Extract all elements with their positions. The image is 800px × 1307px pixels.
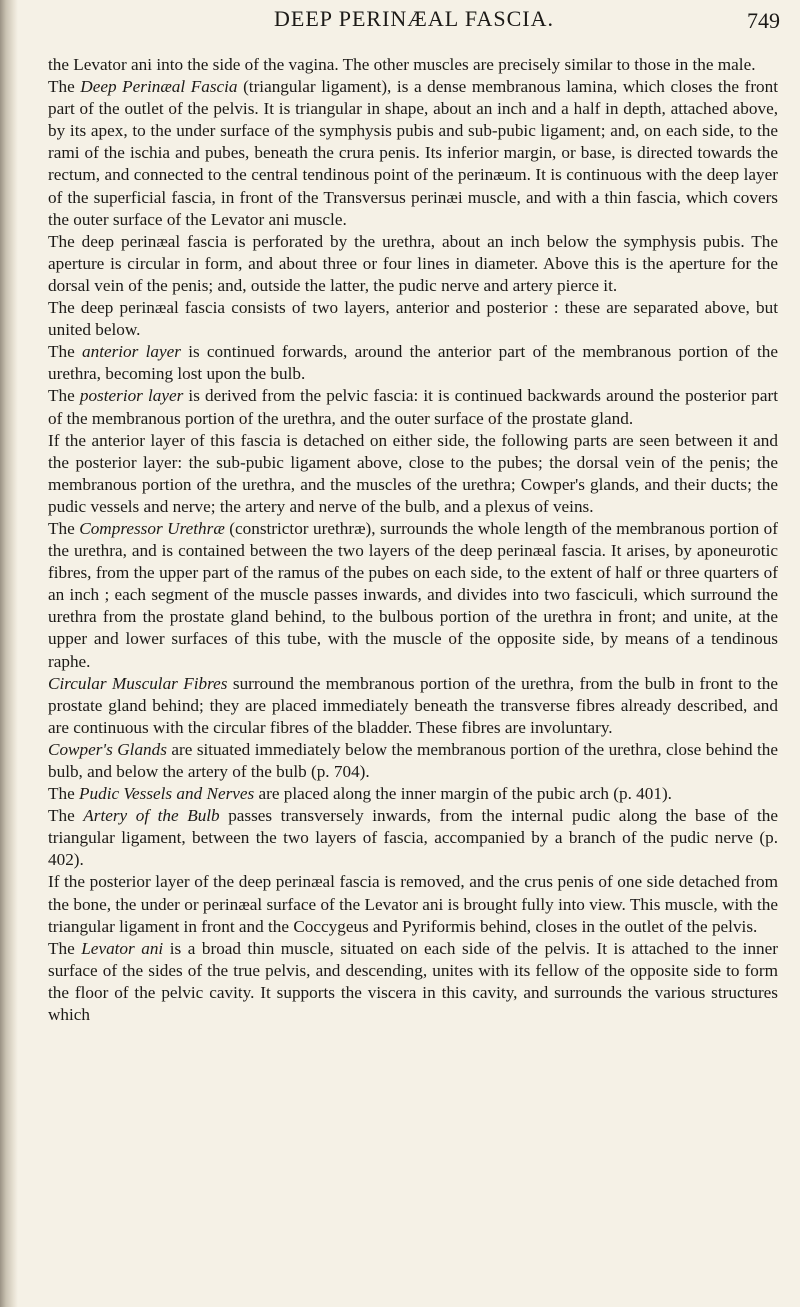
paragraph: [48, 783, 778, 805]
text-run: The: [48, 806, 84, 826]
italic-term: Pudic Vessels and Nerves: [79, 784, 255, 804]
italic-term: anterior layer: [82, 342, 181, 362]
paragraph: [48, 871, 778, 937]
text-run: The deep perinæal fascia is perforated by the urethra, about an inch below the symphysis pubis. The aperture is circular in form, and about three or four lines in diameter. Above this is the aperture for the dorsal vein of the penis; and, outside the latter, the pudic nerve and artery pierce it.: [48, 231, 778, 295]
page-title: DEEP PERINÆAL FASCIA.: [274, 6, 554, 31]
paragraph: [48, 76, 778, 231]
text-run: The: [48, 342, 82, 362]
text-run: If the posterior layer of the deep perinæal fascia is removed, and the crus penis of one side detached from the bone, the under or perinæal surface of the Levator ani is brought fully into view. This muscle, with the triangular ligament in front and the Coccygeus and Pyriformis behind, closes in the outlet of the pelvis.: [48, 872, 778, 936]
paragraph: [48, 231, 778, 297]
running-header: [48, 0, 780, 58]
paragraph: [48, 938, 778, 1026]
text-run: The: [48, 784, 80, 804]
text-run: surround the membranous portion of the urethra, from the bulb in front to the prostate gland behind; they are placed immediately beneath the transverse fibres already described, and are continuous with the circular fibres of the bladder. These fibres are involuntary.: [48, 673, 778, 737]
text-run: The: [48, 518, 80, 538]
text-run: If the anterior layer of this fascia is detached on either side, the following parts are seen between it and the posterior layer: the sub-pubic ligament above, close to the pubes; the dorsal vein of the penis; the membranous portion of the urethra, and the muscles of the urethra; Cowper's glands, and their ducts; the pudic vessels and nerve; the artery and nerve of the bulb, and a plexus of veins.: [48, 430, 778, 516]
text-run: passes transversely inwards, from the internal pudic along the base of the triangular ligament, between the two layers of fascia, accompanied by a branch of the pudic nerve (p. 402).: [48, 806, 778, 870]
page-number: 749: [747, 8, 780, 33]
text-run: (triangular ligament), is a dense membranous lamina, which closes the front part of the outlet of the pelvis. It is triangular in shape, about an inch and a half in depth, attached above, by its apex, to the under surface of the symphysis pubis and sub-pubic ligament; and, on each side, to the rami of the ischia and pubes, beneath the crura penis. Its inferior margin, or base, is directed towards the rectum, and connected to the central tendinous point of the perinæum. It is continuous with the deep layer of the superficial fascia, in front of the Transversus perinæi muscle, and with a thin fascia, which covers the outer surface of the Levator ani muscle.: [48, 77, 778, 229]
paragraph: [48, 805, 778, 871]
paragraph: [48, 430, 778, 518]
paragraph: [48, 673, 778, 739]
text-run: The deep perinæal fascia consists of two layers, anterior and posterior : these are separated above, but united below.: [48, 298, 778, 340]
italic-term: Deep Perinæal Fascia: [80, 77, 238, 97]
text-run: the Levator ani into the side of the vagina. The other muscles are precisely similar to those in the male.: [48, 55, 756, 74]
italic-term: Circular Muscular Fibres: [48, 673, 228, 693]
italic-term: Cowper's Glands: [48, 739, 167, 759]
text-run: (constrictor urethræ), surrounds the whole length of the membranous portion of the urethra, and is contained between the two layers of the deep perinæal fascia. It arises, by aponeurotic fibres, from the upper part of the ramus of the pubes on each side, to the extent of half or three quarters of an inch ; each segment of the muscle passes inwards, and divides into two fasciculi, which surround the urethra from the prostate gland behind, to the bulbous portion of the urethra in front; and unite, at the upper and lower surfaces of this tube, with the muscle of the opposite side, by means of a tendinous raphe.: [48, 518, 778, 671]
text-run: is derived from the pelvic fascia: it is continued backwards around the posterior part of the membranous portion of the urethra, and the outer surface of the prostate gland.: [48, 386, 779, 428]
text-run: The: [48, 386, 80, 406]
paragraph: [48, 297, 778, 341]
italic-term: posterior layer: [79, 386, 184, 406]
text-run: is continued forwards, around the anterior part of the membranous portion of the urethra, becoming lost upon the bulb.: [48, 342, 778, 384]
paragraph: [48, 54, 778, 76]
text-run: are placed along the inner margin of the pubic arch (p. 401).: [254, 784, 672, 804]
book-page: [48, 0, 780, 1307]
paragraph: [48, 341, 778, 385]
text-run: are situated immediately below the membranous portion of the urethra, close behind the bulb, and below the artery of the bulb (p. 704).: [48, 739, 778, 781]
body-text: [48, 54, 778, 1026]
paragraph: [48, 739, 778, 783]
text-run: The: [48, 938, 82, 958]
text-run: The: [48, 77, 81, 97]
text-run: is a broad thin muscle, situated on each side of the pelvis. It is attached to the inner surface of the sides of the true pelvis, and descending, unites with its fellow of the opposite side to form the floor of the pelvic cavity. It supports the viscera in this cavity, and surrounds the various structures which: [48, 938, 778, 1025]
italic-term: Compressor Urethræ: [79, 518, 225, 538]
italic-term: Artery of the Bulb: [83, 806, 220, 826]
page-binding-edge: [0, 0, 18, 1307]
paragraph: [48, 518, 778, 673]
paragraph: [48, 385, 778, 429]
italic-term: Levator ani: [81, 938, 164, 958]
